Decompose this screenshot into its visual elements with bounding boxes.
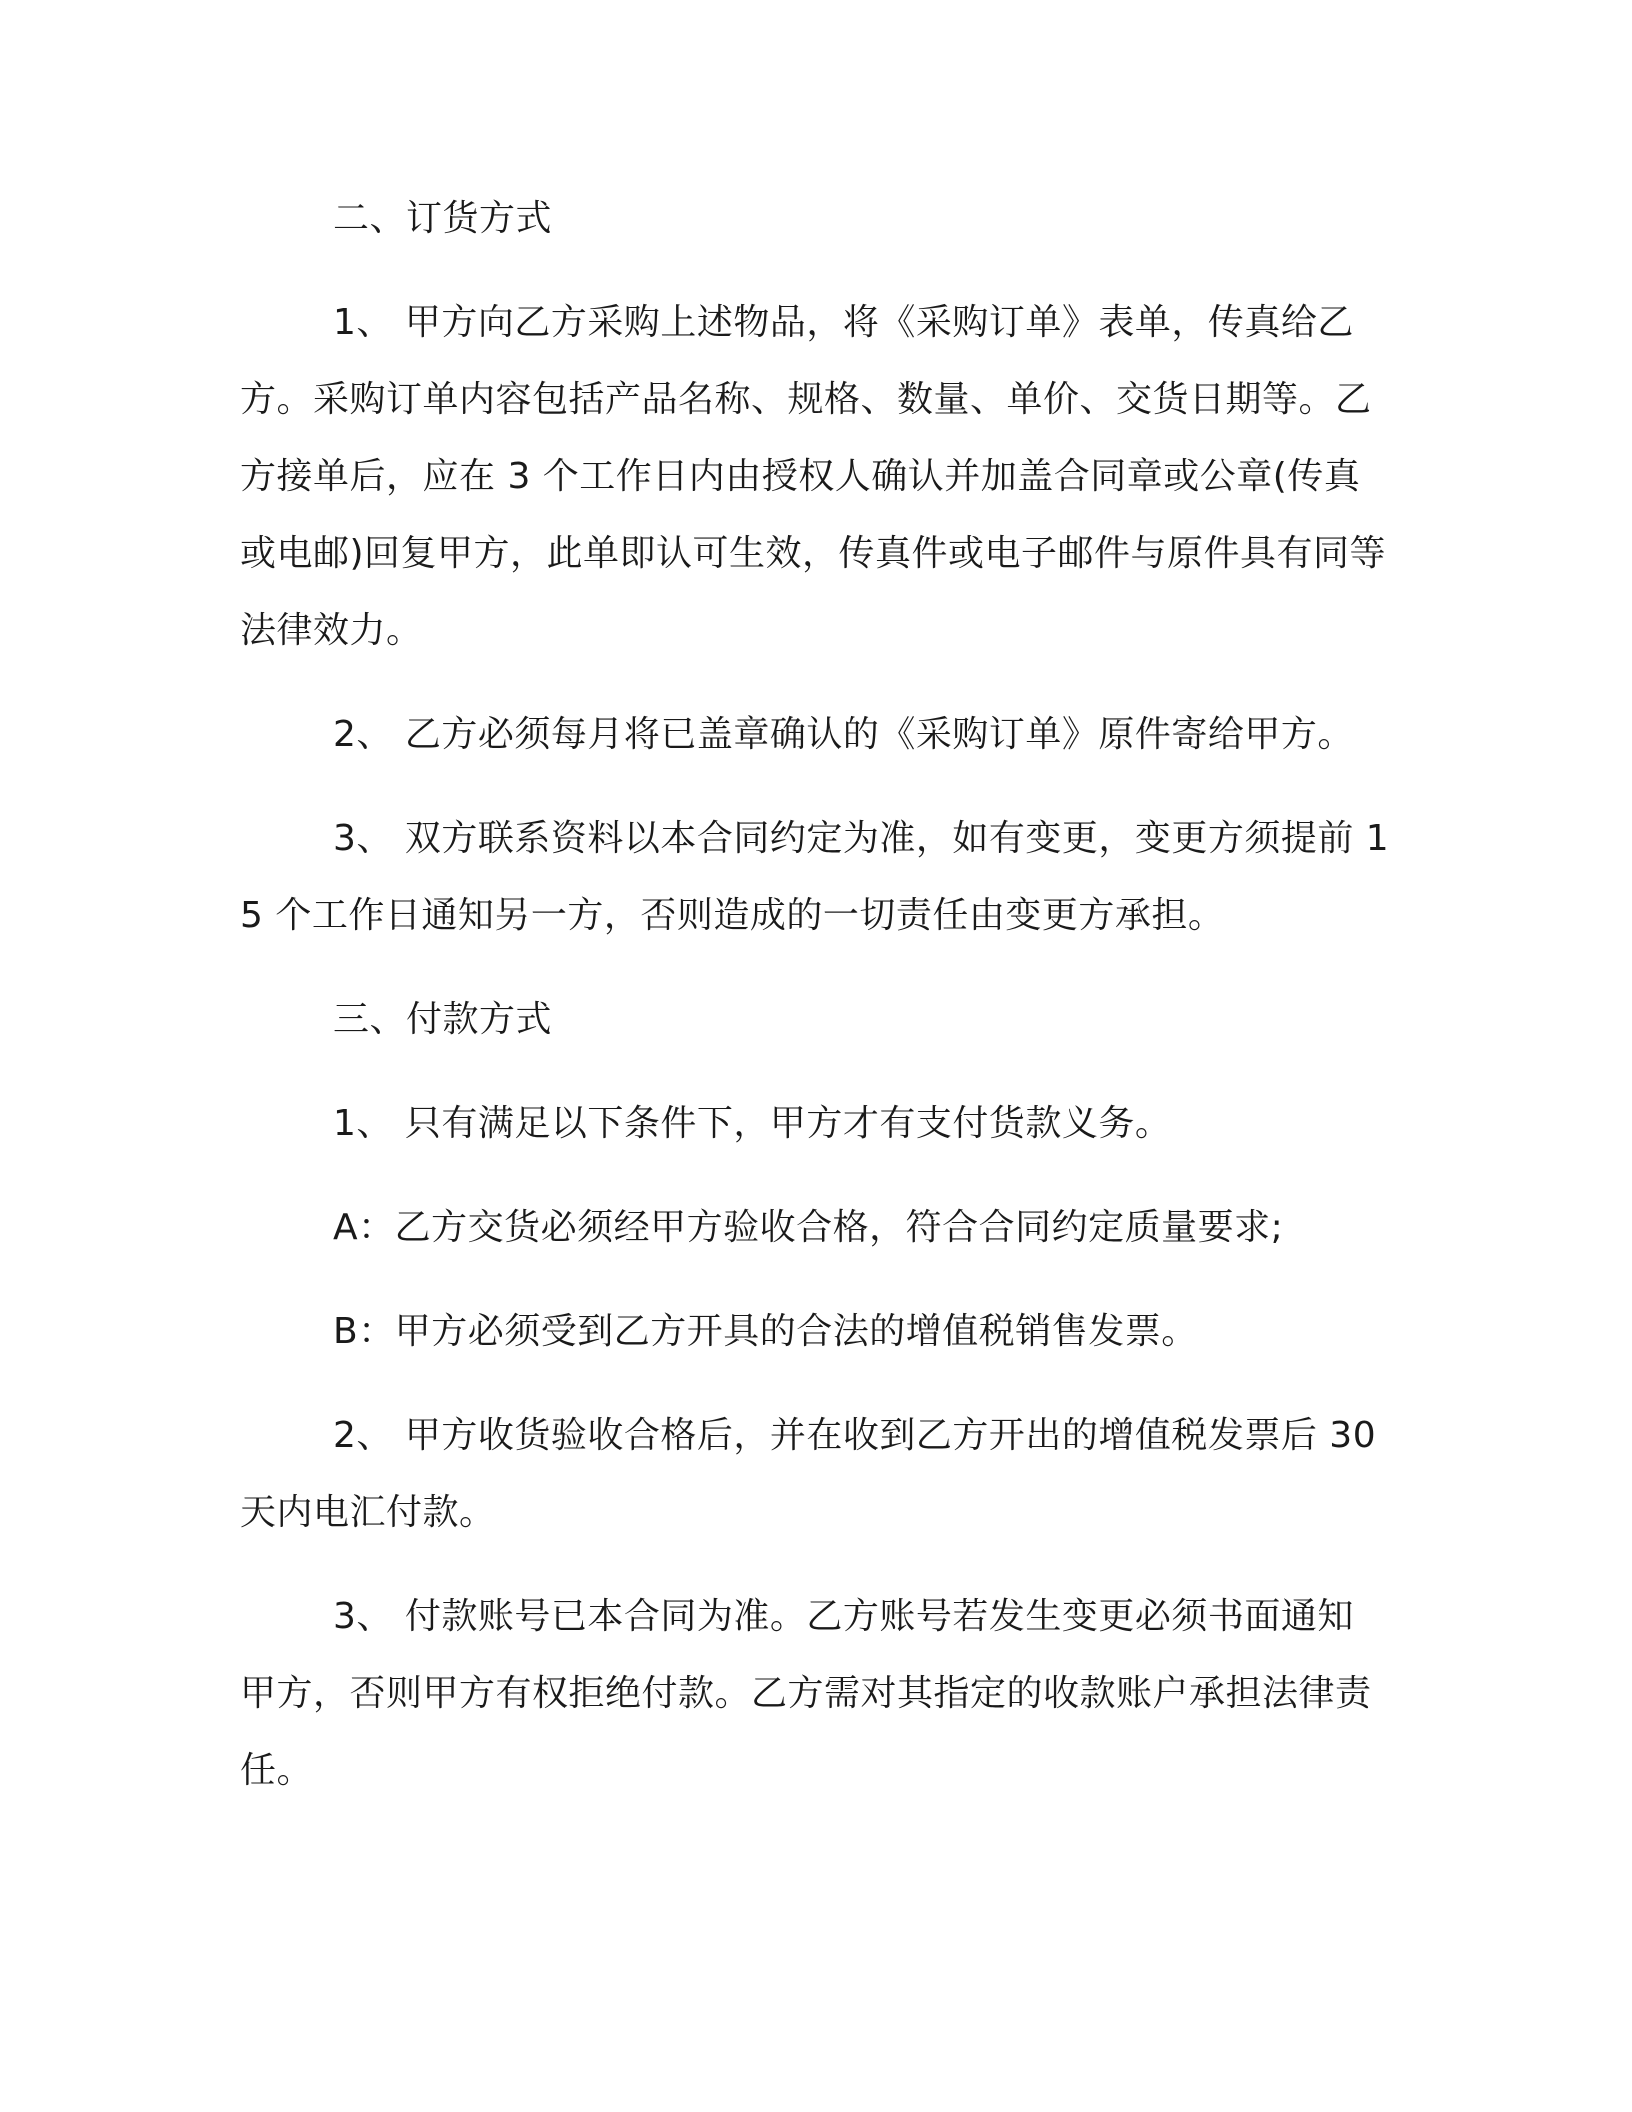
paragraph-payment-1: 1、 只有满足以下条件下，甲方才有支付货款义务。 xyxy=(333,1103,1172,1144)
section-heading-ordering: 二、订货方式 xyxy=(333,198,553,239)
paragraph-payment-2: 2、 甲方收货验收合格后，并在收到乙方开出的增值税发票后 30 天内电汇付款。 xyxy=(240,1415,1377,1533)
paragraph-payment-3: 3、 付款账号已本合同为准。乙方账号若发生变更必须书面通知甲方，否则甲方有权拒绝付款。乙方需对其指定的收款账户承担法律责任。 xyxy=(240,1596,1372,1791)
document-body xyxy=(240,180,1390,1836)
paragraph-payment-condition-a: A：乙方交货必须经甲方验收合格，符合合同约定质量要求; xyxy=(333,1207,1284,1248)
paragraph-ordering-1: 1、 甲方向乙方采购上述物品，将《采购订单》表单，传真给乙方。采购订单内容包括产品名称、规格、数量、单价、交货日期等。乙方接单后，应在 3 个工作日内由授权人确认并加盖合同章或公章(传真或电邮)回复甲方，此单即认可生效，传真件或电子邮件与原件具有同等法律效力。 xyxy=(240,302,1387,651)
section-heading-payment: 三、付款方式 xyxy=(333,999,553,1040)
paragraph-ordering-3: 3、 双方联系资料以本合同约定为准，如有变更，变更方须提前 15 个工作日通知另一方，否则造成的一切责任由变更方承担。 xyxy=(240,818,1390,936)
paragraph-ordering-2: 2、 乙方必须每月将已盖章确认的《采购订单》原件寄给甲方。 xyxy=(333,714,1354,755)
paragraph-payment-condition-b: B：甲方必须受到乙方开具的合法的增值税销售发票。 xyxy=(333,1311,1198,1352)
